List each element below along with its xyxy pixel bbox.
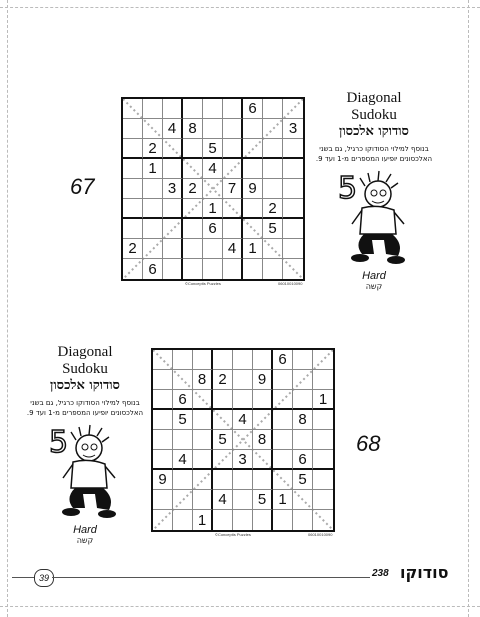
- sudoku-cell[interactable]: [203, 99, 223, 119]
- sudoku-cell[interactable]: [263, 139, 283, 159]
- sudoku-cell[interactable]: [293, 390, 313, 410]
- sudoku-cell[interactable]: [193, 450, 213, 470]
- title-line1: Diagonal: [346, 90, 402, 106]
- sudoku-grid-67[interactable]: [121, 97, 305, 281]
- sudoku-cell[interactable]: [293, 510, 313, 530]
- sudoku-cell[interactable]: [223, 219, 243, 239]
- cut-line-top: [0, 7, 480, 8]
- mascot-number: 5: [49, 425, 69, 460]
- sudoku-cell[interactable]: [173, 490, 193, 510]
- sudoku-cell[interactable]: [183, 219, 203, 239]
- cut-line-bottom: [0, 606, 480, 607]
- puzzle-number-67: 67: [70, 174, 95, 199]
- sudoku-cell[interactable]: [123, 199, 143, 219]
- sudoku-cell[interactable]: [273, 390, 293, 410]
- sudoku-cell[interactable]: [273, 470, 293, 490]
- sudoku-cell[interactable]: [293, 370, 313, 390]
- sudoku-cell[interactable]: [293, 430, 313, 450]
- sudoku-cell[interactable]: [203, 179, 223, 199]
- sudoku-cell[interactable]: [183, 259, 203, 279]
- difficulty-level: Hard: [73, 524, 97, 536]
- rules-description: בנוסף למילוי הסודוקו כרגיל, גם בשני האלכסונים יופיעו המספרים מ-1 ועד 9.: [315, 145, 433, 163]
- sudoku-cell[interactable]: [153, 350, 173, 370]
- sudoku-cell[interactable]: [173, 370, 193, 390]
- sudoku-cell[interactable]: [203, 119, 223, 139]
- sudoku-cell[interactable]: [153, 450, 173, 470]
- sudoku-cell[interactable]: 1: [193, 510, 213, 530]
- sudoku-cell[interactable]: 4: [213, 490, 233, 510]
- sudoku-cell[interactable]: [203, 239, 223, 259]
- info-panel-top: [304, 90, 444, 291]
- hebrew-title: סודוקו אלכסון: [339, 124, 409, 139]
- sudoku-cell[interactable]: [163, 159, 183, 179]
- sudoku-cell[interactable]: [153, 430, 173, 450]
- sudoku-cell[interactable]: [253, 390, 273, 410]
- sudoku-cell[interactable]: [283, 239, 303, 259]
- sudoku-cell[interactable]: [313, 510, 333, 530]
- brand-logo: סודוקו: [400, 563, 449, 582]
- sudoku-cell[interactable]: [143, 219, 163, 239]
- sudoku-cell[interactable]: [183, 199, 203, 219]
- sudoku-cell[interactable]: [273, 430, 293, 450]
- sudoku-cell[interactable]: [213, 510, 233, 530]
- sudoku-cell[interactable]: [183, 99, 203, 119]
- sudoku-cell[interactable]: [263, 119, 283, 139]
- sudoku-cell[interactable]: [233, 350, 253, 370]
- page-number-left: 39: [34, 569, 54, 587]
- sudoku-cell[interactable]: 4: [203, 159, 223, 179]
- sudoku-cell[interactable]: 9: [153, 470, 173, 490]
- sudoku-cell[interactable]: [223, 99, 243, 119]
- footer-rule: [52, 577, 370, 578]
- sudoku-cell[interactable]: [263, 179, 283, 199]
- sudoku-cell[interactable]: [183, 139, 203, 159]
- sudoku-cell[interactable]: [213, 470, 233, 490]
- sudoku-cell[interactable]: [273, 450, 293, 470]
- sudoku-cell[interactable]: [243, 159, 263, 179]
- sudoku-cell[interactable]: [213, 450, 233, 470]
- sudoku-cell[interactable]: [253, 450, 273, 470]
- sudoku-cell[interactable]: 2: [263, 199, 283, 219]
- sudoku-cell[interactable]: [193, 470, 213, 490]
- sudoku-cell[interactable]: 6: [143, 259, 163, 279]
- sudoku-cell[interactable]: [313, 450, 333, 470]
- title-line2: Sudoku: [62, 361, 108, 377]
- sudoku-cell[interactable]: 5: [213, 430, 233, 450]
- sudoku-cell[interactable]: 9: [243, 179, 263, 199]
- title-line1: Diagonal: [57, 344, 113, 360]
- sudoku-grid-68[interactable]: [151, 348, 335, 532]
- sudoku-cell[interactable]: [223, 139, 243, 159]
- sudoku-cell[interactable]: 2: [213, 370, 233, 390]
- sudoku-cell[interactable]: 8: [253, 430, 273, 450]
- sudoku-cell[interactable]: [153, 410, 173, 430]
- sudoku-cell[interactable]: [313, 470, 333, 490]
- puzzle-code-67: 06010010090: [278, 281, 303, 286]
- sudoku-cell[interactable]: 8: [193, 370, 213, 390]
- sudoku-cell[interactable]: [153, 490, 173, 510]
- sudoku-cell[interactable]: 5: [203, 139, 223, 159]
- sudoku-cell[interactable]: [313, 370, 333, 390]
- sudoku-cell[interactable]: [123, 159, 143, 179]
- sudoku-cell[interactable]: [123, 219, 143, 239]
- sudoku-cell[interactable]: [123, 179, 143, 199]
- sudoku-cell[interactable]: [253, 410, 273, 430]
- footer-rule-left: [12, 577, 34, 578]
- sudoku-cell[interactable]: 7: [223, 179, 243, 199]
- sudoku-cell[interactable]: [223, 199, 243, 219]
- sudoku-cell[interactable]: [173, 430, 193, 450]
- sudoku-cell[interactable]: 4: [223, 239, 243, 259]
- puzzle-number-68: 68: [356, 431, 381, 456]
- sudoku-cell[interactable]: [193, 410, 213, 430]
- sudoku-cell[interactable]: [253, 470, 273, 490]
- sudoku-cell[interactable]: 5: [253, 490, 273, 510]
- sudoku-cell[interactable]: [153, 510, 173, 530]
- sudoku-cell[interactable]: [163, 219, 183, 239]
- sudoku-cell[interactable]: 1: [243, 239, 263, 259]
- sudoku-cell[interactable]: [253, 350, 273, 370]
- sudoku-cell[interactable]: [193, 390, 213, 410]
- sudoku-cell[interactable]: 6: [243, 99, 263, 119]
- sudoku-cell[interactable]: [173, 350, 193, 370]
- sudoku-cell[interactable]: 6: [203, 219, 223, 239]
- sudoku-cell[interactable]: 1: [273, 490, 293, 510]
- sudoku-cell[interactable]: 4: [163, 119, 183, 139]
- sudoku-cell[interactable]: 2: [123, 239, 143, 259]
- grid-cells: [123, 99, 303, 279]
- page-number-right: 238: [372, 568, 389, 579]
- sudoku-cell[interactable]: [183, 159, 203, 179]
- sudoku-cell[interactable]: 4: [173, 450, 193, 470]
- sudoku-cell[interactable]: [243, 139, 263, 159]
- sudoku-cell[interactable]: [233, 430, 253, 450]
- sudoku-cell[interactable]: [143, 179, 163, 199]
- sudoku-cell[interactable]: 2: [143, 139, 163, 159]
- sudoku-cell[interactable]: [263, 159, 283, 179]
- sudoku-cell[interactable]: [173, 510, 193, 530]
- sudoku-cell[interactable]: 3: [233, 450, 253, 470]
- sudoku-cell[interactable]: [243, 199, 263, 219]
- sudoku-cell[interactable]: [273, 370, 293, 390]
- difficulty-level-hebrew: קשה: [76, 536, 94, 545]
- sudoku-cell[interactable]: [283, 179, 303, 199]
- sudoku-cell[interactable]: [143, 239, 163, 259]
- sudoku-cell[interactable]: [283, 219, 303, 239]
- sudoku-cell[interactable]: 5: [293, 470, 313, 490]
- sudoku-cell[interactable]: 1: [313, 390, 333, 410]
- sudoku-cell[interactable]: 8: [293, 410, 313, 430]
- mascot-illustration: [334, 168, 414, 268]
- sudoku-cell[interactable]: [213, 410, 233, 430]
- sudoku-cell[interactable]: [213, 350, 233, 370]
- sudoku-cell[interactable]: [123, 99, 143, 119]
- sudoku-cell[interactable]: [283, 259, 303, 279]
- sudoku-cell[interactable]: [213, 390, 233, 410]
- sudoku-cell[interactable]: 6: [293, 450, 313, 470]
- sudoku-cell[interactable]: 8: [183, 119, 203, 139]
- sudoku-cell[interactable]: [223, 159, 243, 179]
- sudoku-cell[interactable]: [313, 410, 333, 430]
- sudoku-cell[interactable]: [153, 370, 173, 390]
- credit-text-67: ©Conceptis Puzzles: [185, 281, 221, 286]
- mascot-number: 5: [338, 171, 358, 206]
- sudoku-cell[interactable]: 6: [273, 350, 293, 370]
- sudoku-cell[interactable]: [143, 119, 163, 139]
- sudoku-cell[interactable]: [273, 410, 293, 430]
- sudoku-cell[interactable]: [233, 370, 253, 390]
- sudoku-cell[interactable]: [273, 510, 293, 530]
- sudoku-cell[interactable]: 1: [143, 159, 163, 179]
- info-panel-bottom: [15, 344, 155, 545]
- sudoku-cell[interactable]: [163, 99, 183, 119]
- sudoku-cell[interactable]: 3: [283, 119, 303, 139]
- sudoku-cell[interactable]: [163, 259, 183, 279]
- sudoku-cell[interactable]: [283, 139, 303, 159]
- sudoku-cell[interactable]: [233, 390, 253, 410]
- sudoku-cell[interactable]: 6: [173, 390, 193, 410]
- sudoku-cell[interactable]: [233, 490, 253, 510]
- sudoku-cell[interactable]: [163, 139, 183, 159]
- sudoku-cell[interactable]: [233, 470, 253, 490]
- sudoku-cell[interactable]: [123, 139, 143, 159]
- rules-description: בנוסף למילוי הסודוקו כרגיל, גם בשני האלכסונים יופיעו המספרים מ-1 ועד 9.: [26, 399, 144, 417]
- sudoku-cell[interactable]: [283, 99, 303, 119]
- sudoku-cell[interactable]: 4: [233, 410, 253, 430]
- sudoku-cell[interactable]: [263, 259, 283, 279]
- sudoku-cell[interactable]: [233, 510, 253, 530]
- mascot-illustration: [45, 422, 125, 522]
- cut-line-left: [7, 0, 8, 617]
- sudoku-cell[interactable]: [243, 219, 263, 239]
- sudoku-cell[interactable]: [223, 259, 243, 279]
- sudoku-cell[interactable]: [293, 350, 313, 370]
- sudoku-cell[interactable]: [263, 239, 283, 259]
- title-line2: Sudoku: [351, 107, 397, 123]
- sudoku-cell[interactable]: [243, 259, 263, 279]
- sudoku-cell[interactable]: [123, 259, 143, 279]
- sudoku-cell[interactable]: 1: [203, 199, 223, 219]
- sudoku-cell[interactable]: [313, 430, 333, 450]
- sudoku-cell[interactable]: [283, 159, 303, 179]
- sudoku-cell[interactable]: 2: [183, 179, 203, 199]
- sudoku-cell[interactable]: [143, 199, 163, 219]
- cut-line-right: [468, 0, 469, 617]
- sudoku-cell[interactable]: [223, 119, 243, 139]
- sudoku-cell[interactable]: 5: [263, 219, 283, 239]
- sudoku-cell[interactable]: [193, 350, 213, 370]
- sudoku-cell[interactable]: [153, 390, 173, 410]
- sudoku-cell[interactable]: [293, 490, 313, 510]
- sudoku-cell[interactable]: [193, 430, 213, 450]
- hebrew-title: סודוקו אלכסון: [50, 378, 120, 393]
- sudoku-cell[interactable]: [163, 199, 183, 219]
- sudoku-cell[interactable]: [243, 119, 263, 139]
- sudoku-cell[interactable]: [173, 470, 193, 490]
- sudoku-cell[interactable]: [203, 259, 223, 279]
- sudoku-cell[interactable]: 5: [173, 410, 193, 430]
- sudoku-cell[interactable]: [193, 490, 213, 510]
- sudoku-cell[interactable]: [123, 119, 143, 139]
- sudoku-cell[interactable]: [313, 350, 333, 370]
- sudoku-cell[interactable]: [163, 239, 183, 259]
- difficulty-level: Hard: [362, 270, 386, 282]
- sudoku-cell[interactable]: 9: [253, 370, 273, 390]
- sudoku-cell[interactable]: [263, 99, 283, 119]
- sudoku-cell[interactable]: [143, 99, 163, 119]
- sudoku-cell[interactable]: [283, 199, 303, 219]
- puzzle-code-68: 06010010090: [308, 532, 333, 537]
- sudoku-cell[interactable]: [253, 510, 273, 530]
- difficulty-level-hebrew: קשה: [365, 282, 383, 291]
- sudoku-cell[interactable]: [183, 239, 203, 259]
- sudoku-cell[interactable]: [313, 490, 333, 510]
- grid-cells: [153, 350, 333, 530]
- sudoku-cell[interactable]: 3: [163, 179, 183, 199]
- credit-text-68: ©Conceptis Puzzles: [215, 532, 251, 537]
